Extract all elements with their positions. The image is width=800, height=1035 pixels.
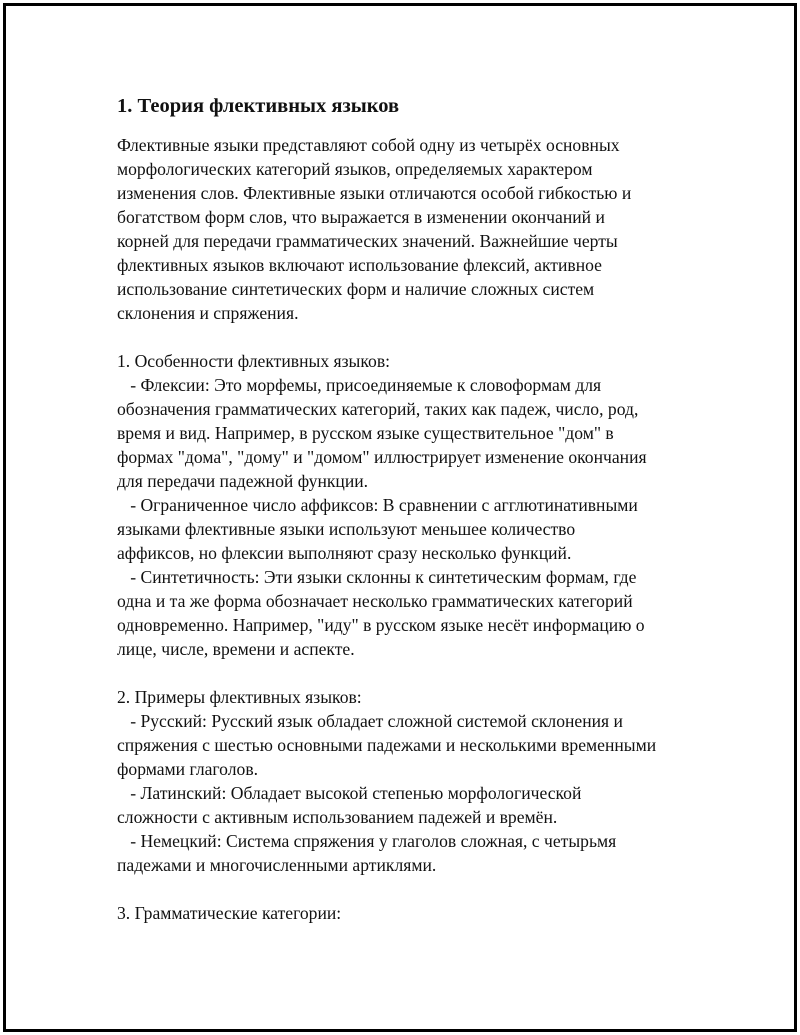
features-section [117, 349, 697, 661]
list-heading: 2. Примеры флективных языков: [117, 687, 362, 707]
paragraph-spacer [117, 325, 697, 349]
text-line: для передачи падежной функции. [117, 471, 369, 491]
text-line: аффиксов, но флексии выполняют сразу несколько функций. [117, 543, 572, 563]
text-line: лице, числе, времени и аспекте. [117, 639, 355, 659]
text-line: одна и та же форма обозначает несколько грамматических категорий [117, 591, 633, 611]
text-line: Флективные языки представляют собой одну из четырёх основных [117, 135, 620, 155]
text-line: морфологических категорий языков, определяемых характером [117, 159, 593, 179]
examples-section [117, 685, 697, 877]
text-line: формами глаголов. [117, 759, 259, 779]
paragraph-spacer [117, 877, 697, 901]
text-line: флективных языков включают использование флексий, активное [117, 255, 602, 275]
text-line: время и вид. Например, в русском языке существительное "дом" в [117, 423, 614, 443]
text-line: обозначения грамматических категорий, таких как падеж, число, род, [117, 399, 639, 419]
text-line: - Флексии: Это морфемы, присоединяемые к словоформам для [117, 375, 602, 395]
text-line: использование синтетических форм и наличие сложных систем [117, 279, 595, 299]
categories-section [117, 901, 697, 925]
text-line: изменения слов. Флективные языки отличаются особой гибкостью и [117, 183, 632, 203]
paragraph-spacer [117, 661, 697, 685]
text-line: - Русский: Русский язык обладает сложной системой склонения и [117, 711, 623, 731]
text-line: одновременно. Например, "иду" в русском языке несёт информацию о [117, 615, 645, 635]
document-body [117, 93, 697, 925]
text-line: корней для передачи грамматических значений. Важнейшие черты [117, 231, 618, 251]
text-line: - Ограниченное число аффиксов: В сравнении с агглютинативными [117, 495, 638, 515]
text-line: - Синтетичность: Эти языки склонны к синтетическим формам, где [117, 567, 637, 587]
text-line: сложности с активным использованием падежей и времён. [117, 807, 558, 827]
text-line: - Немецкий: Система спряжения у глаголов сложная, с четырьмя [117, 831, 617, 851]
text-line: богатством форм слов, что выражается в изменении окончаний и [117, 207, 605, 227]
text-line: языками флективные языки используют меньшее количество [117, 519, 576, 539]
list-heading: 1. Особенности флективных языков: [117, 351, 391, 371]
intro-paragraph [117, 133, 697, 325]
text-line: спряжения с шестью основными падежами и несколькими временными [117, 735, 657, 755]
text-line: падежами и многочисленными артиклями. [117, 855, 437, 875]
text-line: - Латинский: Обладает высокой степенью морфологической [117, 783, 582, 803]
list-heading: 3. Грамматические категории: [117, 903, 342, 923]
text-line: формах "дома", "дому" и "домом" иллюстрирует изменение окончания [117, 447, 647, 467]
section-title: 1. Теория флективных языков [117, 95, 400, 117]
text-line: склонения и спряжения. [117, 303, 299, 323]
